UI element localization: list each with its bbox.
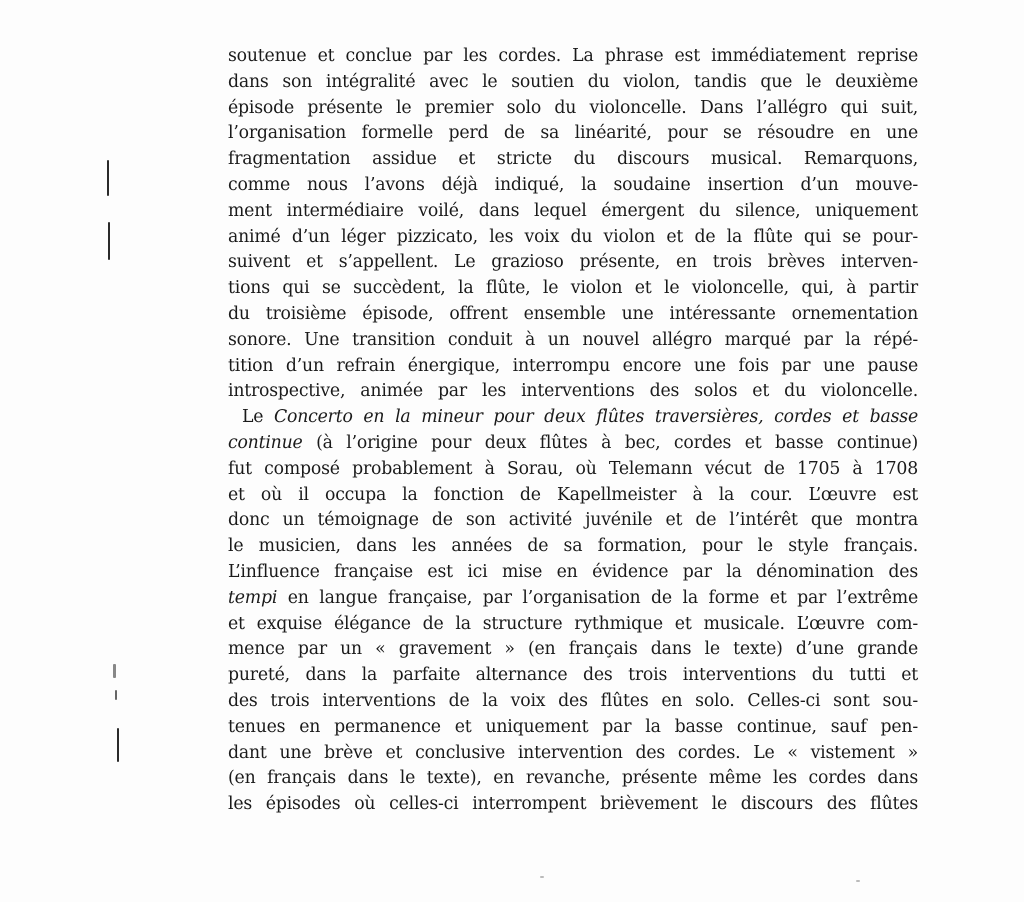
text-line (228, 741, 918, 767)
binding-mark (117, 728, 119, 762)
text-line (228, 147, 918, 173)
text-line (228, 483, 918, 509)
text-segment: le musicien, dans les années de sa formation, pour le style français. (228, 536, 918, 557)
text-segment: (à l’origine pour deux flûtes à bec, cordes et basse continue) (302, 432, 918, 453)
text-line (228, 766, 918, 792)
text-line (228, 328, 918, 354)
text-segment: tions qui se succèdent, la flûte, le violon et le violoncelle, qui, à partir (228, 278, 918, 299)
text-line (228, 70, 918, 96)
text-line (228, 431, 918, 457)
text-segment: dans son intégralité avec le soutien du violon, tandis que le deuxième (228, 71, 918, 92)
text-segment: du troisième épisode, offrent ensemble une intéressante ornementation (228, 303, 918, 324)
text-line (228, 276, 918, 302)
text-line (228, 612, 918, 638)
text-line (228, 354, 918, 380)
text-line (228, 792, 918, 818)
text-segment: et exquise élégance de la structure rythmique et musicale. L’œuvre com- (228, 613, 918, 634)
text-segment: tition d’un refrain énergique, interrompu encore une fois par une pause (228, 355, 918, 376)
text-line (228, 199, 918, 225)
body-text (228, 44, 918, 818)
text-line (228, 250, 918, 276)
text-segment: pureté, dans la parfaite alternance des trois interventions du tutti et (228, 665, 918, 686)
text-line (228, 689, 918, 715)
text-segment: l’organisation formelle perd de sa linéarité, pour se résoudre en une (228, 123, 918, 144)
text-segment: mence par un « gravement » (en français dans le texte) d’une grande (228, 639, 918, 660)
text-segment: en langue française, par l’organisation de la forme et par l’extrême (277, 587, 918, 608)
text-segment: (en français dans le texte), en revanche, présente même les cordes dans (228, 768, 918, 789)
text-line (228, 534, 918, 560)
binding-mark (108, 222, 110, 260)
text-line (228, 405, 918, 431)
text-segment: suivent et s’appellent. Le grazioso présente, en trois brèves interven- (228, 252, 918, 273)
text-segment: dant une brève et conclusive intervention des cordes. Le « vistement » (228, 742, 918, 763)
italic-text: continue (228, 432, 303, 453)
text-segment: fut composé probablement à Sorau, où Telemann vécut de 1705 à 1708 (228, 458, 918, 479)
text-line (228, 586, 918, 612)
text-segment: fragmentation assidue et stricte du discours musical. Remarquons, (228, 149, 918, 170)
binding-mark (115, 690, 117, 700)
text-segment: ment intermédiaire voilé, dans lequel émergent du silence, uniquement (228, 200, 918, 221)
text-line (228, 225, 918, 251)
scan-speck (856, 880, 860, 882)
text-segment: comme nous l’avons déjà indiqué, la soudaine insertion d’un mouve- (228, 174, 918, 195)
text-segment: et où il occupa la fonction de Kapellmeister à la cour. L’œuvre est (228, 484, 918, 505)
text-line (228, 457, 918, 483)
text-line (228, 560, 918, 586)
text-line (228, 302, 918, 328)
binding-mark (113, 664, 116, 678)
text-segment: épisode présente le premier solo du violoncelle. Dans l’allégro qui suit, (228, 97, 918, 118)
text-line (228, 508, 918, 534)
text-segment: animé d’un léger pizzicato, les voix du violon et de la flûte qui se pour- (228, 226, 918, 247)
text-line (228, 44, 918, 70)
italic-text: Concerto en la mineur pour deux flûtes traversières, cordes et basse (274, 407, 918, 428)
text-segment: introspective, animée par les interventions des solos et du violoncelle. (228, 381, 918, 402)
text-segment: les épisodes où celles-ci interrompent brièvement le discours des flûtes (228, 794, 918, 815)
text-line (228, 379, 918, 405)
italic-text: tempi (228, 587, 278, 608)
text-segment: sonore. Une transition conduit à un nouvel allégro marqué par la répé- (228, 329, 918, 350)
text-segment: tenues en permanence et uniquement par la basse continue, sauf pen- (228, 716, 918, 737)
text-line (228, 637, 918, 663)
text-segment: L’influence française est ici mise en évidence par la dénomination des (228, 561, 918, 582)
text-line (228, 173, 918, 199)
text-line (228, 715, 918, 741)
binding-mark (107, 160, 109, 196)
scan-speck (540, 876, 544, 878)
text-segment: Le (242, 407, 275, 428)
text-line (228, 96, 918, 122)
text-segment: donc un témoignage de son activité juvénile et de l’intérêt que montra (228, 510, 918, 531)
text-segment: soutenue et conclue par les cordes. La phrase est immédiatement reprise (228, 46, 918, 66)
text-segment: des trois interventions de la voix des flûtes en solo. Celles-ci sont sou- (228, 690, 918, 711)
text-line (228, 663, 918, 689)
text-line (228, 121, 918, 147)
